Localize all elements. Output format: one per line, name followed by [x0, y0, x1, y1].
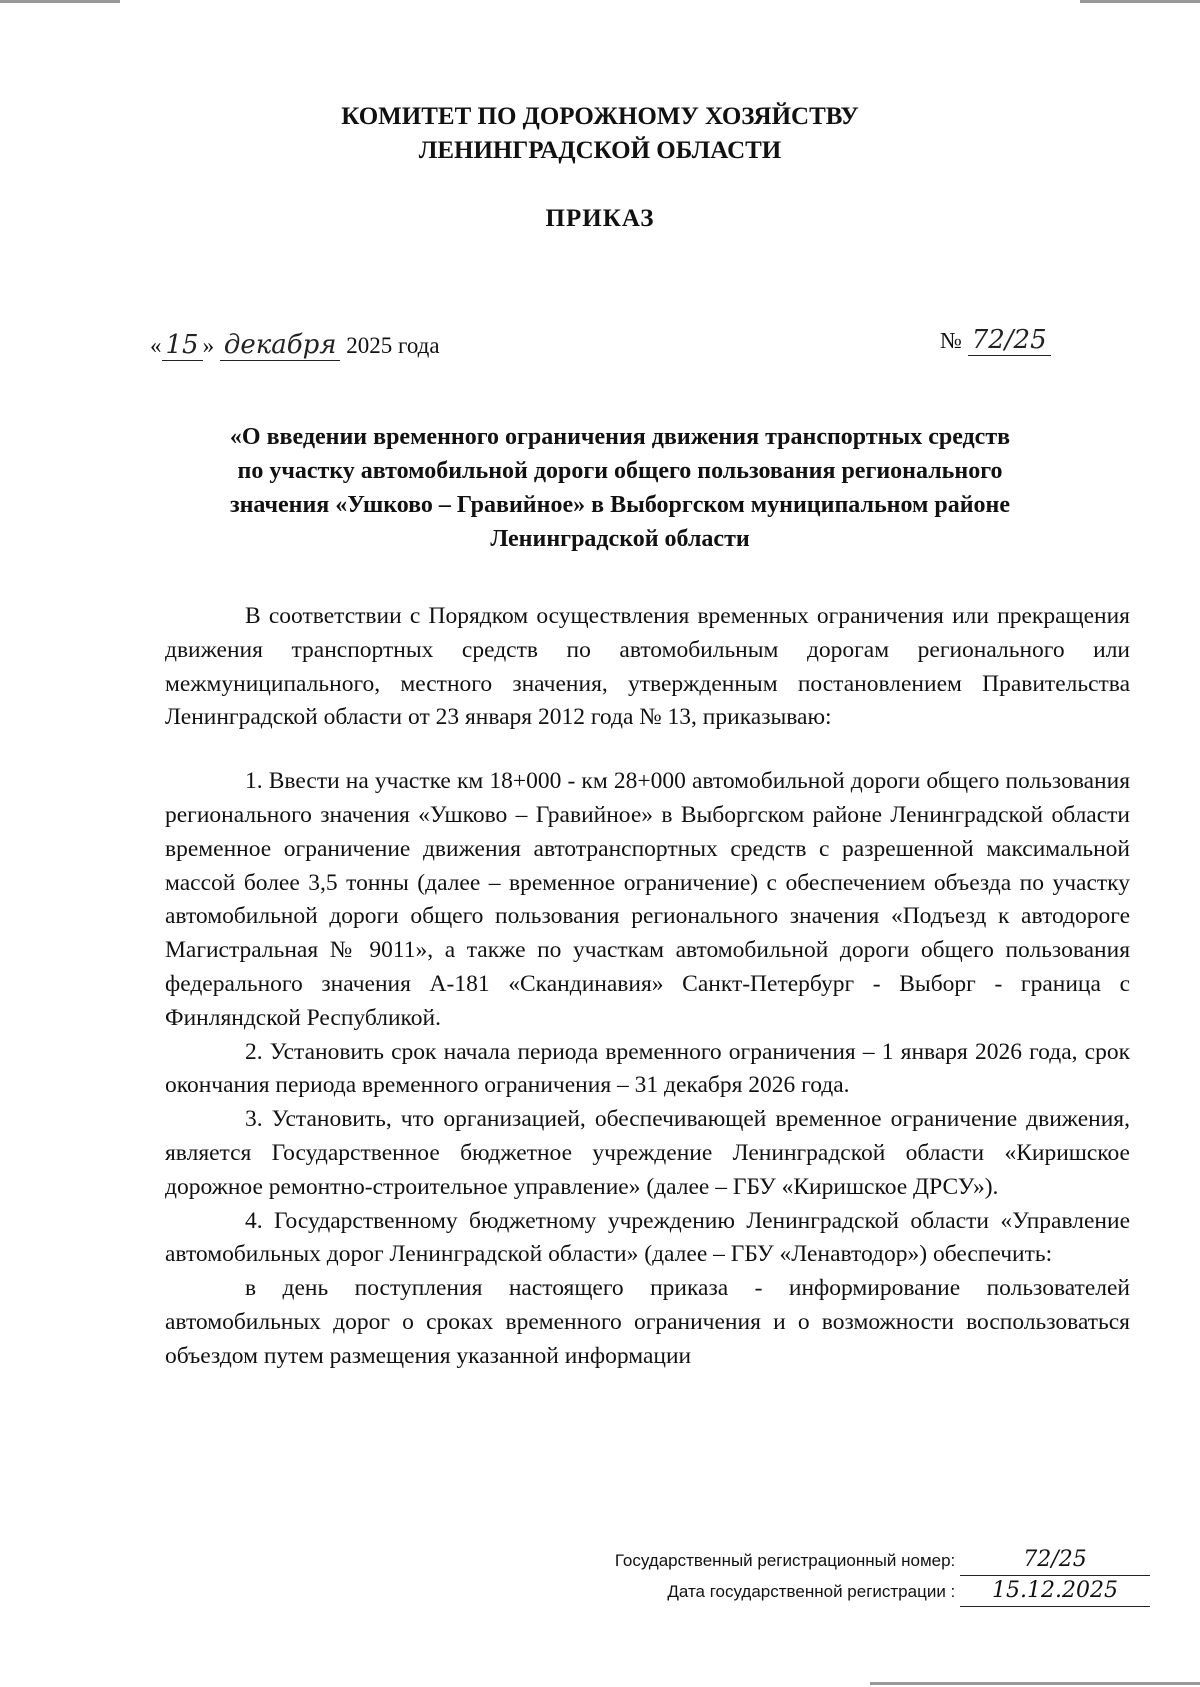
- subject-line-2: по участку автомобильной дороги общего пользования регионального: [237, 458, 1003, 484]
- registration-number-label: Государственный регистрационный номер:: [614, 1551, 956, 1570]
- order-date: [150, 330, 440, 360]
- scan-artifact-bottom: [870, 1682, 1200, 1685]
- registration-date-handwritten: 15.12.2025: [960, 1576, 1150, 1607]
- date-year: 2025 года: [346, 333, 440, 358]
- item-2-paragraph: 2. Установить срок начала периода временного ограничения – 1 января 2026 года, срок окончания периода временного ограничения – 31 декабря 2026 года.: [165, 1038, 1130, 1099]
- item-3-paragraph: 3. Установить, что организацией, обеспечивающей временное ограничение движения, является Государственное бюджетное учреждение Ленинградской области «Киришское дорожное ремонтно-строительное управление» (далее – ГБУ «Киришское ДРСУ»).: [165, 1106, 1130, 1200]
- item-4-subparagraph: в день поступления настоящего приказа - информирование пользователей автомобильных дорог о сроках временного ограничения и о возможности воспользоваться объездом путем размещения указанной информации: [165, 1275, 1130, 1369]
- order-subject: [150, 420, 1090, 556]
- subject-line-4: Ленинградской области: [490, 526, 750, 552]
- registration-date-label: Дата государственной регистрации :: [667, 1582, 956, 1601]
- date-close-quote: »: [202, 333, 215, 358]
- registration-date-row: [570, 1576, 1150, 1607]
- scan-artifact-top-right: [1080, 0, 1200, 3]
- item-4-paragraph: 4. Государственному бюджетному учреждению Ленинградской области «Управление автомобильных дорог Ленинградской области» (далее – ГБУ «Ленавтодор») обеспечить:: [165, 1207, 1130, 1268]
- registration-stamp: [570, 1545, 1150, 1607]
- order-body: [165, 600, 1130, 1374]
- date-open-quote: «: [150, 333, 162, 358]
- item-1-paragraph: 1. Ввести на участке км 18+000 - км 28+000 автомобильной дороги общего пользования регионального значения «Ушково – Гравийное» в Выборгском районе Ленинградской области временное ограничение движения автотранспортных средств с разрешенной максимальной массой более 3,5 тонны (далее – временное ограничение) с обеспечением объезда по участку автомобильной дороги общего пользования регионального значения «Подъезд к автодороге Магистральная № 9011», а также по участкам автомобильной дороги общего пользования федерального значения А-181 «Скандинавия» Санкт-Петербург - Выборг - граница с Финляндской Республикой.: [165, 768, 1130, 1031]
- date-day-handwritten: 15: [162, 330, 203, 361]
- number-handwritten: 72/25: [968, 325, 1051, 356]
- org-line-1: КОМИТЕТ ПО ДОРОЖНОМУ ХОЗЯЙСТВУ: [341, 103, 859, 130]
- subject-line-1: «О введении временного ограничения движения транспортных средств: [229, 424, 1011, 450]
- subject-line-3: значения «Ушково – Гравийное» в Выборгском муниципальном районе: [229, 492, 1011, 518]
- registration-number-handwritten: 72/25: [960, 1545, 1150, 1576]
- organization-header: [0, 100, 1200, 168]
- scan-artifact-top: [0, 0, 120, 3]
- number-prefix: №: [940, 328, 962, 353]
- registration-number-row: [570, 1545, 1150, 1576]
- date-month-handwritten: декабря: [220, 330, 341, 361]
- order-number: [940, 325, 1051, 355]
- preamble-paragraph: В соответствии с Порядком осуществления временных ограничения или прекращения движения транспортных средств по автомобильным дорогам регионального или межмуниципального, местного значения, утвержденным постановлением Правительства Ленинградской области от 23 января 2012 года № 13, приказываю:: [165, 603, 1130, 731]
- document-type-title: ПРИКАЗ: [545, 205, 655, 232]
- org-line-2: ЛЕНИНГРАДСКОЙ ОБЛАСТИ: [418, 137, 782, 164]
